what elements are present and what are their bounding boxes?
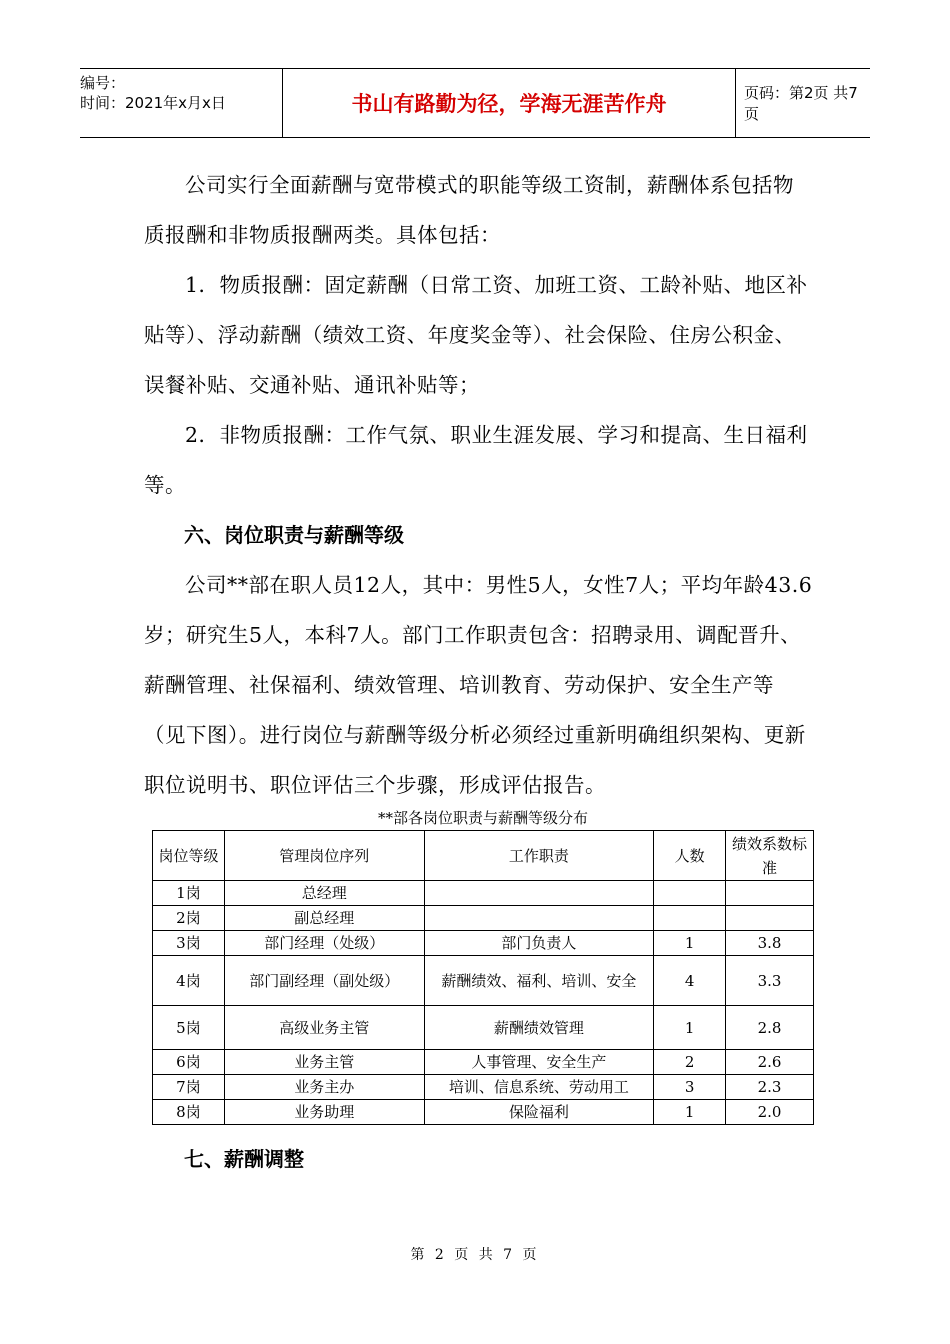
table-cell: 1 <box>654 931 726 956</box>
table-cell: 业务主管 <box>224 1050 424 1075</box>
table-cell: 5岗 <box>153 1006 225 1050</box>
paragraph-material-reward: 1．物质报酬：固定薪酬（日常工资、加班工资、工龄补贴、地区补贴等）、浮动薪酬（绩效工资、年度奖金等）、社会保险、住房公积金、误餐补贴、交通补贴、通讯补贴等； <box>144 273 808 397</box>
table-cell <box>424 906 654 931</box>
section-heading-7-wrap <box>144 1134 814 1184</box>
table-cell: 2岗 <box>153 906 225 931</box>
table-cell: 副总经理 <box>224 906 424 931</box>
table-cell: 培训、信息系统、劳动用工 <box>424 1075 654 1100</box>
table-row <box>153 931 814 956</box>
table-header-cell: 管理岗位序列 <box>224 831 424 881</box>
page-header <box>80 68 870 138</box>
table-cell: 保险福利 <box>424 1100 654 1125</box>
table-cell: 人事管理、安全生产 <box>424 1050 654 1075</box>
section-heading-6: 六、岗位职责与薪酬等级 <box>184 523 404 547</box>
table-cell: 3.3 <box>726 956 814 1006</box>
table-row <box>153 956 814 1006</box>
table-row <box>153 1050 814 1075</box>
table-cell: 4岗 <box>153 956 225 1006</box>
paragraph-department-info: 公司**部在职人员12人，其中：男性5人，女性7人；平均年龄43.6岁；研究生5人，本科7人。部门工作职责包含：招聘录用、调配晋升、薪酬管理、社保福利、绩效管理、培训教育、劳动保护、安全生产等（见下图）。进行岗位与薪酬等级分析必须经过重新明确组织架构、更新职位说明书、职位评估三个步骤，形成评估报告。 <box>144 573 813 797</box>
table-header-cell: 绩效系数标准 <box>726 831 814 881</box>
table-cell <box>726 906 814 931</box>
table-header-row <box>153 831 814 881</box>
table-row <box>153 1006 814 1050</box>
table-cell: 6岗 <box>153 1050 225 1075</box>
salary-grade-table <box>152 830 814 1125</box>
table-cell <box>654 906 726 931</box>
paragraph-nonmaterial-reward: 2．非物质报酬：工作气氛、职业生涯发展、学习和提高、生日福利等。 <box>144 423 808 497</box>
table-row <box>153 881 814 906</box>
table-cell: 薪酬绩效、福利、培训、安全 <box>424 956 654 1006</box>
table-row <box>153 1100 814 1125</box>
table-cell: 4 <box>654 956 726 1006</box>
table-row <box>153 906 814 931</box>
table-cell: 部门经理（处级） <box>224 931 424 956</box>
table-header-cell: 岗位等级 <box>153 831 225 881</box>
table-cell: 1岗 <box>153 881 225 906</box>
section-heading-7: 七、薪酬调整 <box>184 1147 304 1171</box>
table-header-cell: 人数 <box>654 831 726 881</box>
header-meta <box>80 69 282 137</box>
document-body <box>144 160 814 810</box>
table-row <box>153 1075 814 1100</box>
table-cell <box>424 881 654 906</box>
table-cell: 2.8 <box>726 1006 814 1050</box>
table-cell: 2.3 <box>726 1075 814 1100</box>
table-cell: 2.0 <box>726 1100 814 1125</box>
table-cell: 2.6 <box>726 1050 814 1075</box>
table-cell <box>654 881 726 906</box>
header-time-label: 时间：2021年x月x日 <box>80 94 226 112</box>
table-cell: 3.8 <box>726 931 814 956</box>
table-cell: 8岗 <box>153 1100 225 1125</box>
paragraph-intro: 公司实行全面薪酬与宽带模式的职能等级工资制，薪酬体系包括物质报酬和非物质报酬两类。具体包括： <box>144 173 794 247</box>
table-header-cell: 工作职责 <box>424 831 654 881</box>
table-cell: 部门副经理（副处级） <box>224 956 424 1006</box>
table-cell: 2 <box>654 1050 726 1075</box>
header-number-label: 编号： <box>80 74 126 92</box>
table-cell: 3 <box>654 1075 726 1100</box>
table-cell: 业务助理 <box>224 1100 424 1125</box>
page-footer: 第 2 页 共 7 页 <box>410 1247 540 1263</box>
table-cell: 高级业务主管 <box>224 1006 424 1050</box>
table-cell: 部门负责人 <box>424 931 654 956</box>
header-page-info: 页码：第2页 共7页 <box>744 84 858 123</box>
table-cell: 3岗 <box>153 931 225 956</box>
table-caption: **部各岗位职责与薪酬等级分布 <box>377 809 588 827</box>
table-cell: 总经理 <box>224 881 424 906</box>
header-motto: 书山有路勤为径，学海无涯苦作舟 <box>282 69 736 137</box>
table-cell: 薪酬绩效管理 <box>424 1006 654 1050</box>
table-cell <box>726 881 814 906</box>
table-cell: 7岗 <box>153 1075 225 1100</box>
table-cell: 业务主办 <box>224 1075 424 1100</box>
table-cell: 1 <box>654 1100 726 1125</box>
table-cell: 1 <box>654 1006 726 1050</box>
